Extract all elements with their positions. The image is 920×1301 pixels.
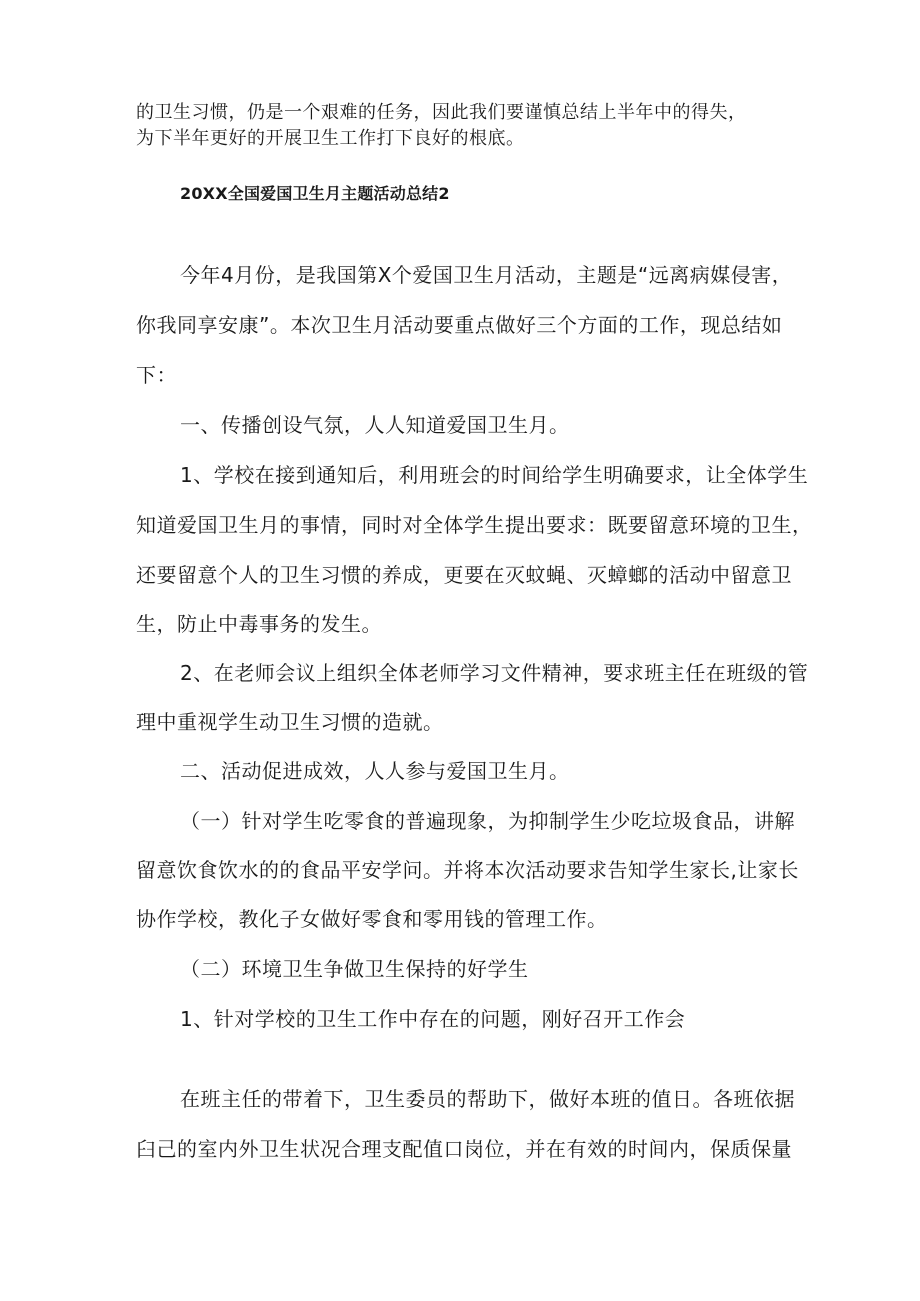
heading-1: 一、传播创设气氛，人人知道爱国卫生月。 <box>180 413 570 437</box>
item-1-2-line-2: 理中重视学生动卫生习惯的造就。 <box>136 710 444 734</box>
last-paragraph-line-2: 臼己的室内外卫生状况合理支配值口岗位，并在有效的时间内，保质保量 <box>136 1137 792 1161</box>
paragraph-1-line-1: 今年4月份，是我国第X个爱国卫生月活动，主题是“远离病媒侵害， <box>180 263 793 287</box>
item-1-1-line-1: 1、学校在接到通知后，利用班会的时间给学生明确要求，让全体学生 <box>180 463 809 487</box>
sub-2-title: （二）环境卫生争做卫生保持的好学生 <box>180 957 529 981</box>
sub-1-line-1: （一）针对学生吃零食的普遍现象，为抑制学生少吃垃圾食品，讲解 <box>180 809 795 833</box>
intro-line-2: 为下半年更好的开展卫生工作打下良好的根底。 <box>136 128 525 149</box>
item-1-1-line-3: 还要留意个人的卫生习惯的养成，更要在灭蚊蝇、灭蟑螂的活动中留意卫 <box>136 563 792 587</box>
heading-2: 二、活动促进成效，人人参与爱国卫生月。 <box>180 759 570 783</box>
sub-2-item-1: 1、针对学校的卫生工作中存在的问题，刚好召开工作会 <box>180 1007 686 1031</box>
sub-1-line-2: 留意饮食饮水的的食品平安学问。并将本次活动要求告知学生家长,让家长 <box>136 858 799 882</box>
section-title: 20XX全国爱国卫生月主题活动总结2 <box>180 184 450 203</box>
last-paragraph-line-1: 在班主任的带着下，卫生委员的帮助下，做好本班的值日。各班依据 <box>180 1087 795 1111</box>
item-1-1-line-4: 生，防止中毒事务的发生。 <box>136 612 382 636</box>
item-1-2-line-1: 2、在老师会议上组织全体老师学习文件精神，要求班主任在班级的管 <box>180 661 809 685</box>
sub-1-line-3: 协作学校，教化子女做好零食和零用钱的管理工作。 <box>136 907 608 931</box>
item-1-1-line-2: 知道爱国卫生月的事情，同时对全体学生提出要求：既要留意环境的卫生， <box>136 513 813 537</box>
paragraph-1-line-2: 你我同享安康”。本次卫生月活动要重点做好三个方面的工作，现总结如 <box>136 313 783 337</box>
paragraph-1-line-3: 下： <box>136 363 177 387</box>
intro-line-1: 的卫生习惯，仍是一个艰难的任务，因此我们要谨慎总结上半年中的得失， <box>136 102 747 123</box>
